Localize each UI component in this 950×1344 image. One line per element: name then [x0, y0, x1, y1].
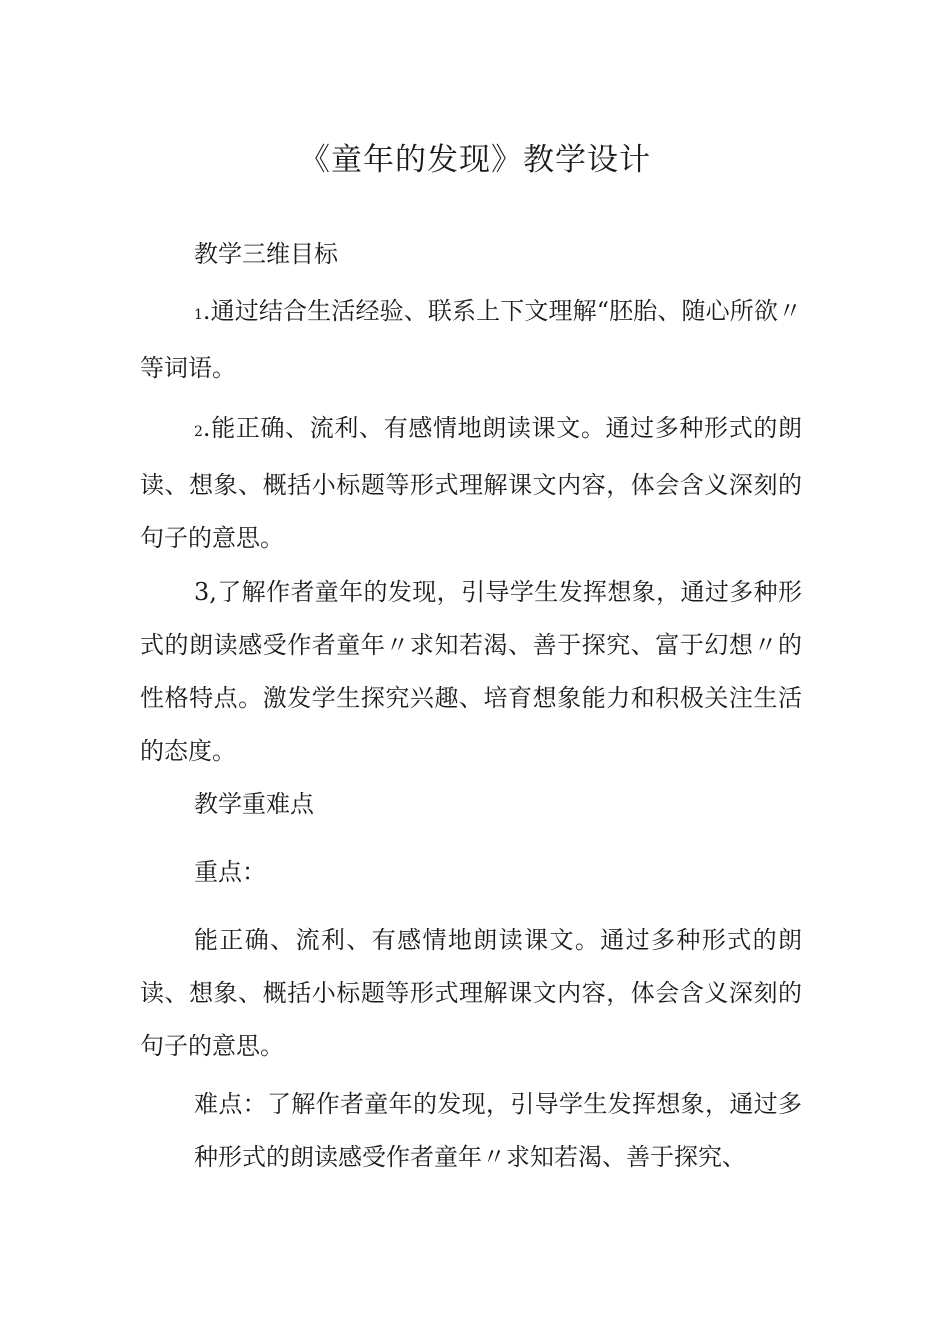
- goal-3-paragraph: 3,了解作者童年的发现，引导学生发挥想象，通过多种形式的朗读感受作者童年〃求知若渴、善于探究、富于幻想〃的性格特点。激发学生探究兴趣、培育想象能力和积极关注生活的态度。: [140, 578, 802, 765]
- goal-2-text: .能正确、流利、有感情地朗读课文。通过多种形式的朗读、想象、概括小标题等形式理解课文内容，体会含义深刻的句子的意思。: [140, 414, 802, 552]
- section-heading-goals: 教学三维目标: [194, 240, 338, 268]
- key-point-paragraph: 能正确、流利、有感情地朗读课文。通过多种形式的朗读、想象、概括小标题等形式理解课文内容，体会含义深刻的句子的意思。: [140, 926, 802, 1060]
- goal-2-number: 2: [194, 424, 203, 440]
- section-heading-key-points: 教学重难点: [194, 790, 314, 818]
- goal-1-number: 1: [194, 307, 203, 323]
- difficult-point-paragraph: 难点：了解作者童年的发现，引导学生发挥想象，通过多种形式的朗读感受作者童年〃求知若渴、善于探究、: [194, 1090, 802, 1171]
- page-title: 《童年的发现》教学设计: [299, 142, 651, 178]
- key-point-label: 重点：: [194, 858, 266, 886]
- goal-1-paragraph: [140, 285, 802, 395]
- goal-2-paragraph: [140, 402, 802, 565]
- goal-1-text: .通过结合生活经验、联系上下文理解“胚胎、随心所欲〃等词语。: [140, 297, 802, 382]
